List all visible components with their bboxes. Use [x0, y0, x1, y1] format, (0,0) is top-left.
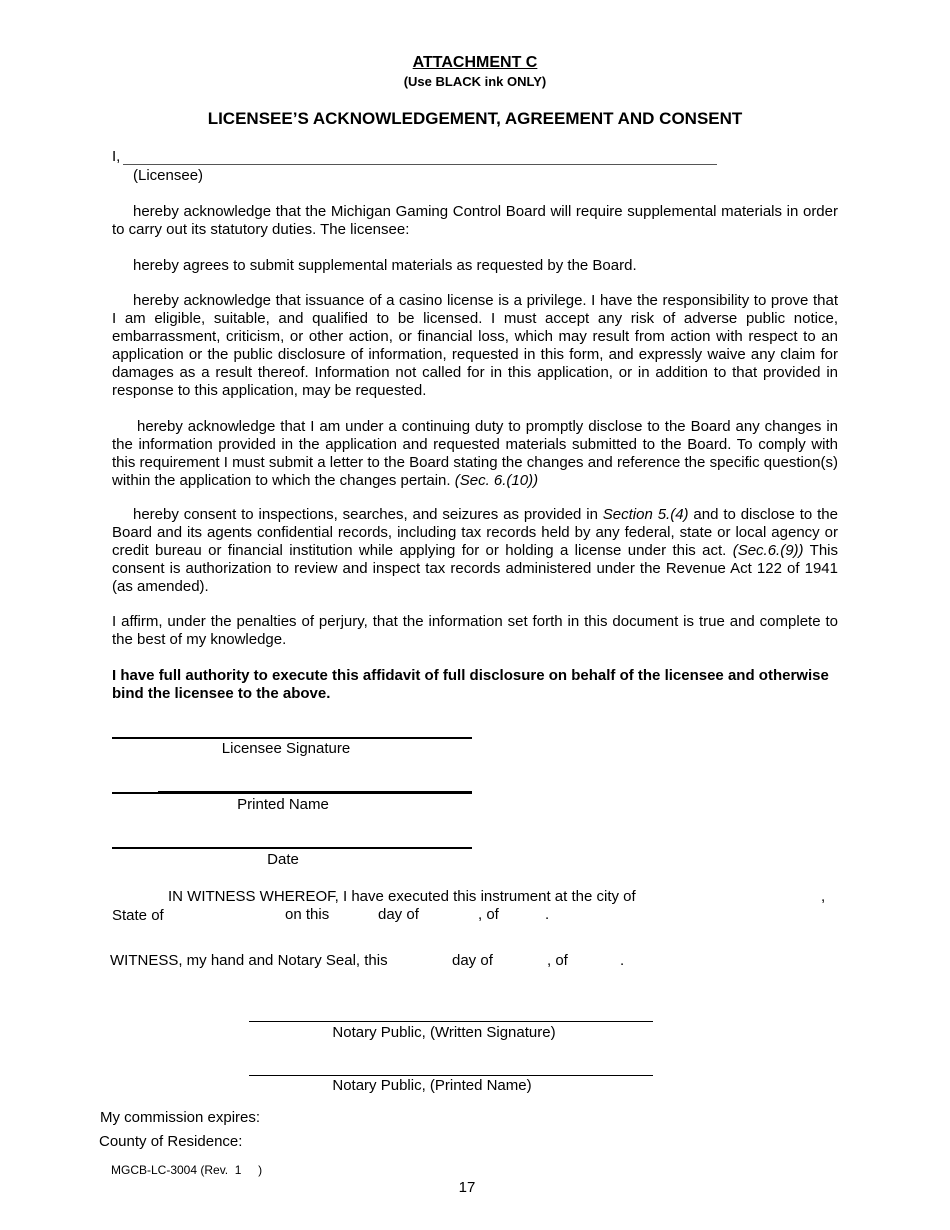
paragraph-authority: I have full authority to execute this affidavit of full disclosure on behalf of the licensee and otherwise bind the licensee to the above. — [112, 667, 829, 702]
paragraph-privilege: hereby acknowledge that issuance of a casino license is a privilege. I have the responsibility to prove that I am eligible, suitable, and qualified to be licensed. I must accept any risk of adverse public notice, embarrassment, criticism, or other action, or financial loss, which may result from action with respect to an application or the public disclosure of information, requested in this form, and expressly waive any claim for damages as a result thereof. Information not called for in this application, or in addition to that provided in response to this application, may be requested. — [112, 292, 838, 399]
notary-printed-name-line[interactable] — [249, 1075, 653, 1076]
consent-text-b: and to disclose to the Board and its agents confidential records, including tax records held by any federal, state or local agency or credit bureau or financial institution while applying for or holding a license under this act. — [112, 506, 838, 559]
comma-of-label: , of — [478, 906, 499, 923]
printed-name-label: Printed Name — [237, 796, 329, 813]
notary-written-signature-line[interactable] — [249, 1021, 653, 1022]
commission-expires-label: My commission expires: — [100, 1109, 261, 1126]
county-of-residence-label: County of Residence: — [99, 1133, 243, 1150]
hand-seal-text: WITNESS, my hand and Notary Seal, this — [110, 952, 388, 969]
continuing-duty-text: hereby acknowledge that I am under a continuing duty to promptly disclose to the Board any changes in the information provided in the application and requested materials submitted to the Board. To comply with this requirement I must submit a letter to the Board stating the changes and reference the specific question(s) within the application to which the changes pertain. — [112, 418, 838, 489]
witness-trailing-comma: , — [821, 888, 826, 905]
whereof-period: . — [545, 906, 550, 923]
ink-note: (Use BLACK ink ONLY) — [403, 74, 547, 89]
licensee-caption: (Licensee) — [133, 167, 204, 184]
on-this-label: on this — [285, 906, 330, 923]
paragraph-agree-submit: hereby agrees to submit supplemental materials as requested by the Board. — [133, 257, 637, 274]
consent-text-c: This consent is authorization to review and inspect tax records administered under the Revenue Act 122 of 1941 (as amended). — [112, 542, 838, 595]
paragraph-consent — [112, 506, 838, 596]
notary-printed-name-label: Notary Public, (Printed Name) — [332, 1077, 532, 1094]
consent-reference-section: Section 5.(4) — [602, 506, 689, 523]
paragraph-supplemental-materials: hereby acknowledge that the Michigan Gaming Control Board will require supplemental materials in order to carry out its statutory duties. The licensee: — [112, 203, 838, 238]
state-of-label: State of — [112, 907, 164, 924]
notary-written-signature-label: Notary Public, (Written Signature) — [332, 1024, 556, 1041]
paragraph-affirmation: I affirm, under the penalties of perjury, that the information set forth in this document is true and complete to the best of my knowledge. — [112, 613, 838, 648]
page-number: 17 — [458, 1179, 476, 1196]
licensee-signature-label: Licensee Signature — [221, 740, 351, 757]
continuing-duty-reference: (Sec. 6.(10)) — [454, 472, 539, 489]
consent-text-a: hereby consent to inspections, searches, and seizures as provided in — [133, 506, 598, 523]
seal-day-of-label: day of — [452, 952, 493, 969]
day-of-label: day of — [378, 906, 419, 923]
form-title: LICENSEE’S ACKNOWLEDGEMENT, AGREEMENT AND CONSENT — [207, 109, 743, 128]
date-label: Date — [267, 851, 299, 868]
licensee-name-line[interactable] — [123, 164, 717, 165]
seal-comma-of-label: , of — [547, 952, 568, 969]
printed-name-line-overlay — [158, 791, 472, 794]
paragraph-continuing-duty — [112, 418, 838, 490]
witness-whereof-text: IN WITNESS WHEREOF, I have executed this instrument at the city of — [168, 888, 636, 905]
licensee-prefix: I, — [112, 148, 121, 165]
seal-period: . — [620, 952, 625, 969]
consent-reference-sec: (Sec.6.(9)) — [732, 542, 804, 559]
licensee-signature-line[interactable] — [112, 737, 472, 739]
attachment-title: ATTACHMENT C — [412, 54, 538, 71]
date-line[interactable] — [112, 847, 472, 849]
form-number: MGCB-LC-3004 (Rev. 1 ) — [111, 1163, 263, 1177]
